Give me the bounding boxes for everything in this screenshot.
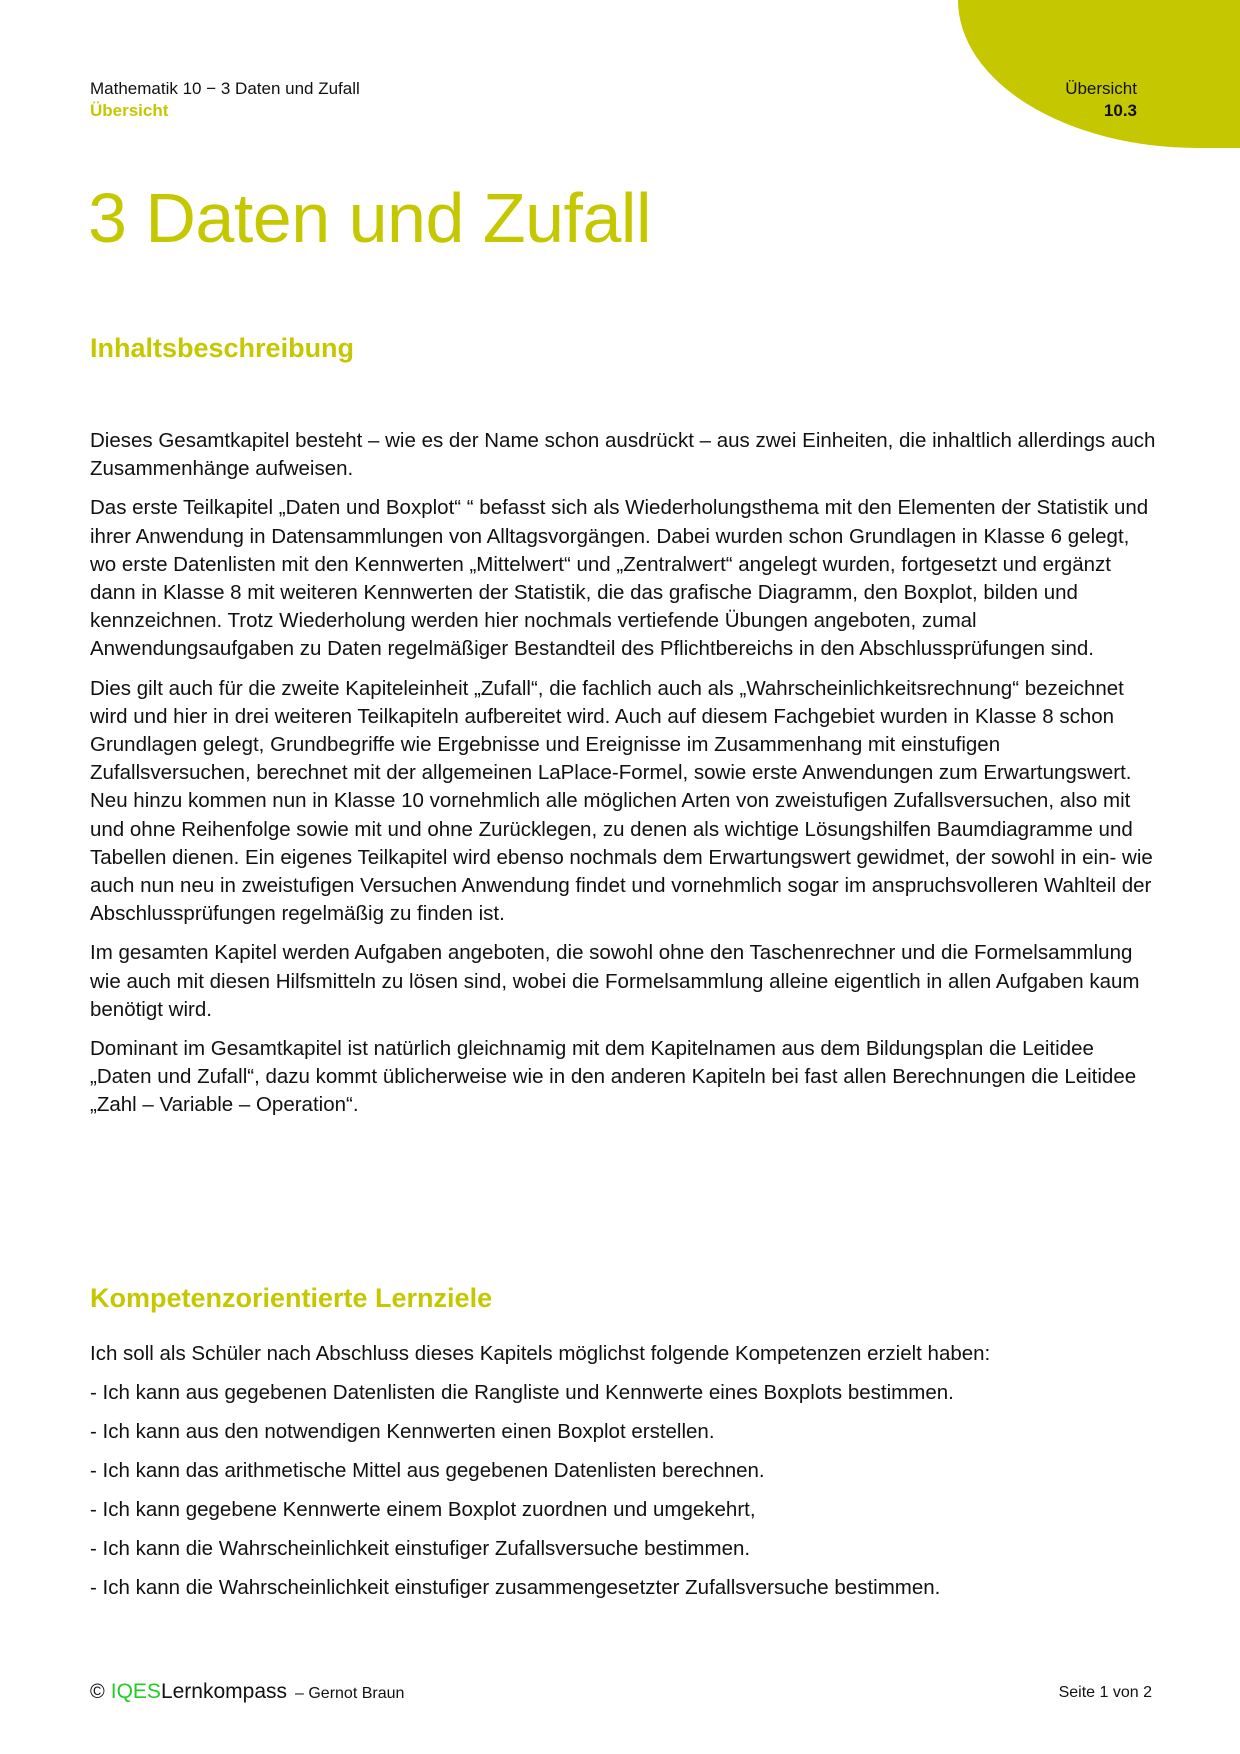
header-accent-shape bbox=[958, 0, 1240, 148]
list-item: - Ich kann das arithmetische Mittel aus gegebenen Datenlisten berechnen. bbox=[90, 1459, 765, 1482]
header-left bbox=[90, 78, 360, 122]
page-number: Seite 1 von 2 bbox=[1058, 1684, 1152, 1701]
header-right bbox=[1065, 78, 1137, 122]
author: – Gernot Braun bbox=[295, 1685, 405, 1702]
paragraph: Dieses Gesamtkapitel besteht – wie es der Name schon ausdrückt – aus zwei Einheiten, die inhaltlich allerdings auch Zusammenhänge aufweisen. bbox=[90, 429, 1156, 481]
paragraph: Dies gilt auch für die zweite Kapiteleinheit „Zufall“, die fachlich auch als „Wahrscheinlichkeitsrechnung“ bezeichnet wird und hier in drei weiteren Teilkapiteln aufbereitet wird. Auch auf diesem Fachgebiet wurden in Klasse 8 schon Grundlagen gelegt, Grundbegriffe wie Ergebnisse und Ereignisse im Zusammenhang mit einstufigen Zufallsversuchen, berechnet mit der allgemeinen LaPlace-Formel, sowie erste Anwendungen zum Erwartungswert. Neu hinzu kommen nun in Klasse 10 vornehmlich alle möglichen Arten von zweistufigen Zufallsversuchen, also mit und ohne Reihenfolge sowie mit und ohne Zurücklegen, zu denen als wichtige Lösungshilfen Baumdiagramme und Tabellen dienen. Ein eigenes Teilkapitel wird ebenso nochmals dem Erwartungswert gewidmet, der sowohl in ein- wie auch nun neu in zweistufigen Versuchen Anwendung findet und vornehmlich sogar im anspruchsvolleren Wahlteil der Abschlussprüfungen regelmäßig zu finden ist. bbox=[90, 676, 1153, 926]
list-item: - Ich kann gegebene Kennwerte einem Boxplot zuordnen und umgekehrt, bbox=[90, 1498, 756, 1521]
goals-intro: Ich soll als Schüler nach Abschluss dieses Kapitels möglichst folgende Kompetenzen erzielt haben: bbox=[90, 1342, 991, 1365]
page-title: 3 Daten und Zufall bbox=[88, 179, 652, 257]
list-item: - Ich kann die Wahrscheinlichkeit einstufiger zusammengesetzter Zufallsversuche bestimmen. bbox=[90, 1576, 941, 1599]
list-item: - Ich kann aus den notwendigen Kennwerten einen Boxplot erstellen. bbox=[90, 1420, 715, 1443]
footer-copyright bbox=[90, 1680, 404, 1704]
content-heading: Inhaltsbeschreibung bbox=[90, 333, 355, 363]
copyright-icon: © bbox=[90, 1681, 105, 1703]
brand-lernkompass: Lernkompass bbox=[160, 1680, 287, 1703]
list-item: - Ich kann die Wahrscheinlichkeit einstufiger Zufallsversuche bestimmen. bbox=[90, 1537, 751, 1560]
list-item: - Ich kann aus gegebenen Datenlisten die Rangliste und Kennwerte eines Boxplots bestimmen. bbox=[90, 1381, 954, 1404]
brand-iqes: IQES bbox=[110, 1680, 161, 1703]
header-right-label: Übersicht bbox=[1065, 79, 1137, 98]
learning-goals bbox=[90, 1340, 1160, 1613]
course-label: Mathematik 10 − 3 Daten und Zufall bbox=[90, 79, 360, 98]
content-description bbox=[90, 427, 1160, 1131]
section-number: 10.3 bbox=[1103, 101, 1137, 120]
paragraph: Dominant im Gesamtkapitel ist natürlich gleichnamig mit dem Kapitelnamen aus dem Bildungsplan die Leitidee „Daten und Zufall“, dazu kommt üblicherweise wie in den anderen Kapiteln bei fast allen Berechnungen die Leitidee „Zahl – Variable – Operation“. bbox=[90, 1037, 1137, 1117]
paragraph: Im gesamten Kapitel werden Aufgaben angeboten, die sowohl ohne den Taschenrechner und die Formelsammlung wie auch mit diesen Hilfsmitteln zu lösen sind, wobei die Formelsammlung alleine eigentlich in allen Aufgaben kaum benötigt wird. bbox=[90, 941, 1140, 1021]
section-label: Übersicht bbox=[90, 101, 169, 120]
paragraph: Das erste Teilkapitel „Daten und Boxplot“ “ befasst sich als Wiederholungsthema mit den Elementen der Statistik und ihrer Anwendung in Datensammlungen von Alltagsvorgängen. Dabei wurden schon Grundlagen in Klasse 6 gelegt, wo erste Datenlisten mit den Kennwerten „Mittelwert“ und „Zentralwert“ angelegt wurden, fortgesetzt und ergänzt dann in Klasse 8 mit weiteren Kennwerten der Statistik, die das grafische Diagramm, den Boxplot, bilden und kennzeichnen. Trotz Wiederholung werden hier nochmals vertiefende Übungen angeboten, zumal Anwendungsaufgaben zu Daten regelmäßiger Bestandteil des Pflichtbereichs in den Abschlussprüfungen sind. bbox=[90, 496, 1149, 661]
goals-heading: Kompetenzorientierte Lernziele bbox=[90, 1283, 493, 1313]
goals-list bbox=[90, 1379, 1160, 1602]
